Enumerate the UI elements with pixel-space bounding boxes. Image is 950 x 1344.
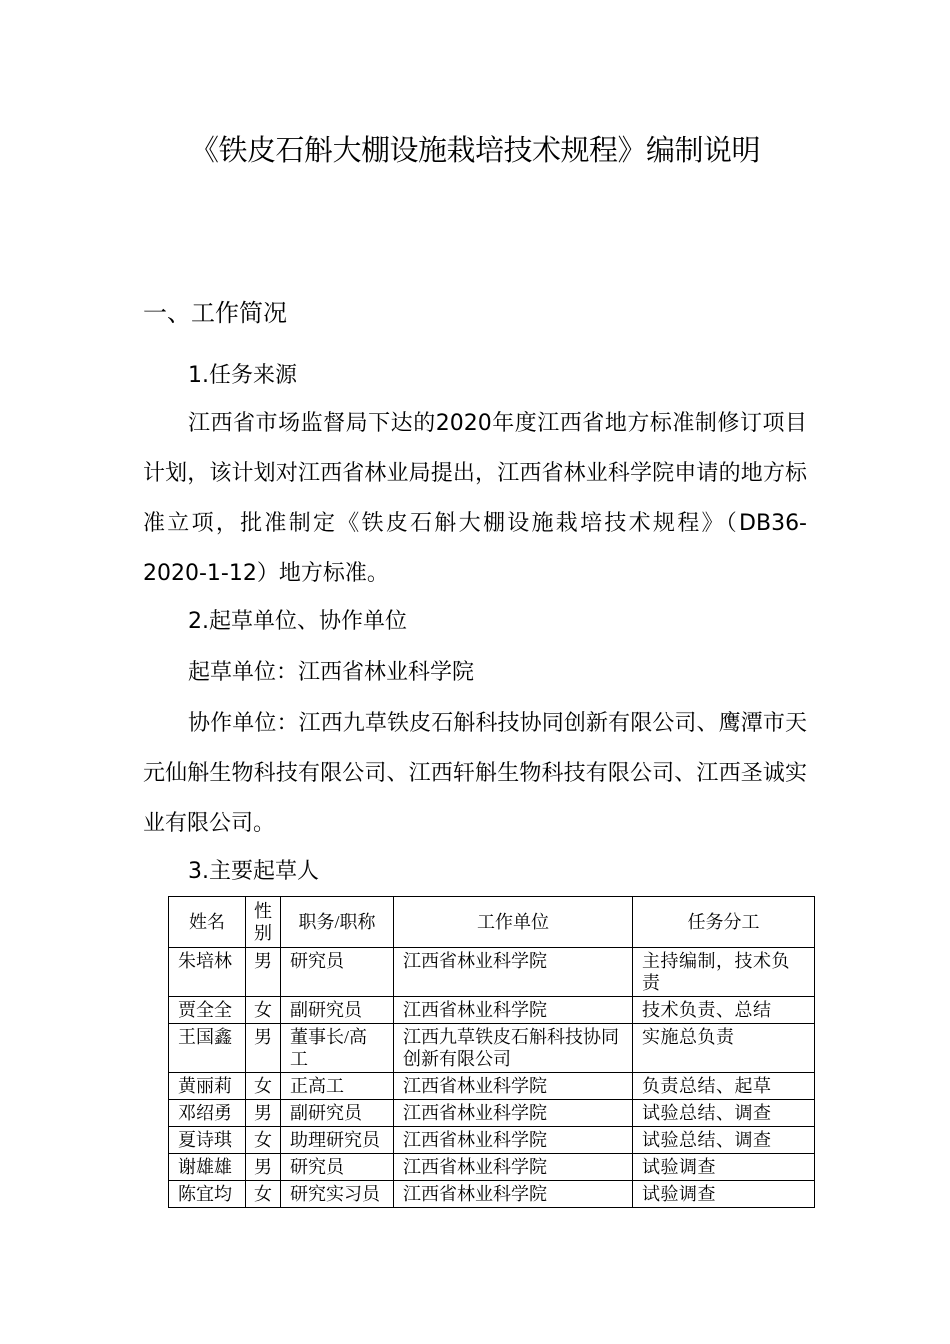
cell-task: 实施总负责 <box>633 1024 815 1073</box>
cell-unit: 江西省林业科学院 <box>394 1127 633 1154</box>
cell-title: 研究员 <box>281 1154 394 1181</box>
cell-name: 陈宜均 <box>169 1181 246 1208</box>
cell-title: 副研究员 <box>281 997 394 1024</box>
subheading-task-source: 1.任务来源 <box>188 363 297 388</box>
cell-sex: 男 <box>246 1100 281 1127</box>
document-title: 《铁皮石斛大棚设施栽培技术规程》编制说明 <box>189 133 760 167</box>
cell-name: 黄丽莉 <box>169 1073 246 1100</box>
cell-unit: 江西省林业科学院 <box>394 1073 633 1100</box>
paragraph-cooperating-units: 协作单位：江西九草铁皮石斛科技协同创新有限公司、鹰潭市天元仙斛生物科技有限公司、江西轩斛生物科技有限公司、江西圣诚实业有限公司。 <box>143 711 807 836</box>
cell-sex: 女 <box>246 997 281 1024</box>
cell-task: 技术负责、总结 <box>633 997 815 1024</box>
cell-sex: 男 <box>246 1024 281 1073</box>
column-header-task: 任务分工 <box>633 897 815 948</box>
cell-unit: 江西省林业科学院 <box>394 1181 633 1208</box>
section-heading-work-overview: 一、工作简况 <box>143 299 287 327</box>
cell-title: 研究实习员 <box>281 1181 394 1208</box>
column-header-unit: 工作单位 <box>394 897 633 948</box>
cell-unit: 江西省林业科学院 <box>394 997 633 1024</box>
cell-name: 邓绍勇 <box>169 1100 246 1127</box>
table-header-row <box>169 897 815 948</box>
cell-task: 试验调查 <box>633 1154 815 1181</box>
subheading-main-drafters: 3.主要起草人 <box>188 859 319 884</box>
paragraph-task-source: 江西省市场监督局下达的2020年度江西省地方标准制修订项目计划，该计划对江西省林业局提出，江西省林业科学院申请的地方标准立项，批准制定《铁皮石斛大棚设施栽培技术规程》（DB36-2020-1-12）地方标准。 <box>143 411 807 586</box>
cell-task: 试验总结、调查 <box>633 1127 815 1154</box>
cell-unit: 江西九草铁皮石斛科技协同创新有限公司 <box>394 1024 633 1073</box>
cell-name: 朱培林 <box>169 948 246 997</box>
subheading-units: 2.起草单位、协作单位 <box>188 609 407 634</box>
cell-task: 负责总结、起草 <box>633 1073 815 1100</box>
table-row <box>169 1073 815 1100</box>
cell-unit: 江西省林业科学院 <box>394 948 633 997</box>
table-row <box>169 1024 815 1073</box>
cell-sex: 女 <box>246 1127 281 1154</box>
cell-name: 夏诗琪 <box>169 1127 246 1154</box>
column-header-sex: 性别 <box>246 897 281 948</box>
cell-title: 研究员 <box>281 948 394 997</box>
cell-title: 正高工 <box>281 1073 394 1100</box>
table-row <box>169 1154 815 1181</box>
column-header-name: 姓名 <box>169 897 246 948</box>
cell-title: 助理研究员 <box>281 1127 394 1154</box>
table-row <box>169 948 815 997</box>
cell-sex: 男 <box>246 948 281 997</box>
cell-task: 试验调查 <box>633 1181 815 1208</box>
cell-title: 董事长/高工 <box>281 1024 394 1073</box>
cell-name: 谢雄雄 <box>169 1154 246 1181</box>
drafting-unit-line: 起草单位：江西省林业科学院 <box>188 660 475 685</box>
table-row <box>169 997 815 1024</box>
cell-sex: 女 <box>246 1181 281 1208</box>
cell-title: 副研究员 <box>281 1100 394 1127</box>
cell-unit: 江西省林业科学院 <box>394 1100 633 1127</box>
drafters-table <box>168 896 815 1208</box>
table-row <box>169 1127 815 1154</box>
cell-task: 试验总结、调查 <box>633 1100 815 1127</box>
cell-name: 贾全全 <box>169 997 246 1024</box>
cell-name: 王国鑫 <box>169 1024 246 1073</box>
column-header-title: 职务/职称 <box>281 897 394 948</box>
cell-unit: 江西省林业科学院 <box>394 1154 633 1181</box>
cell-sex: 男 <box>246 1154 281 1181</box>
table-row <box>169 1181 815 1208</box>
cell-task: 主持编制，技术负责 <box>633 948 815 997</box>
cell-sex: 女 <box>246 1073 281 1100</box>
table-row <box>169 1100 815 1127</box>
